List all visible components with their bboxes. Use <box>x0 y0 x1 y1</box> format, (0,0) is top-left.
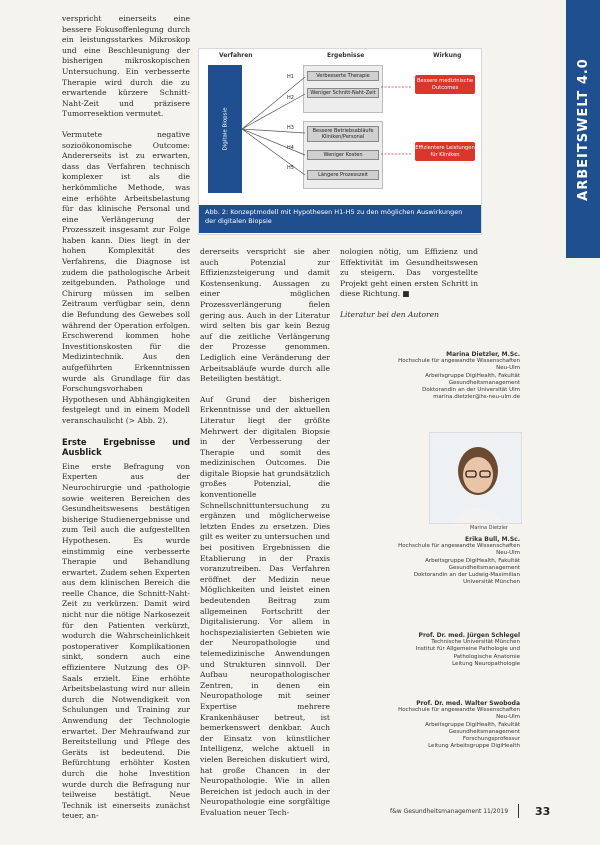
hypothesis-label: H1 <box>287 74 294 80</box>
portrait-image <box>430 433 521 523</box>
arrow-h2 <box>242 94 305 129</box>
author-affiliation: Arbeitsgruppe DigiHealth, Fakultät <box>425 721 520 728</box>
author-affiliation: Universität München <box>463 579 520 586</box>
paragraph: nologien nötig, um Effizienz und Effektivität im Gesundheitswesen zu steigern. Das vorgestellte Projekt geht einen ersten Schritt in diese Richtung. ■ <box>340 247 478 299</box>
concept-model-figure <box>198 48 482 235</box>
arrow-h5 <box>242 129 305 175</box>
author-affiliation: Forschungsprofessur <box>462 736 520 743</box>
paragraph: Vermutete negative sozioökonomische Outcome: Andererseits ist zu erwarten, dass das Verfahren technisch komplexer ist als die herkömmliche Methode, was eine erhöhte Arbeitsbelastung für das klinische Personal und eine Verlängerung der Prozesszeit insgesamt zur Folge haben kann. Dies liegt in der hohen Komplexität des Verfahrens, die Diagnose ist zudem die pathologische Arbeit zeitgebunden. Pathologe und Chirurg müssen im selben Zeitraum verfügbar sein, denn die Befundung des Gewebes soll während der Operation erfolgen. Erschwerend kommen hohe Investitionskosten für die Medizintechnik. Aus den aufgeführten Erkenntnissen wurde als Grundlage für das Forschungsvorhaben Hypothesen und Abhängigkeiten festgelegt und in einem Modell veranschaulicht (> Abb. 2). <box>62 129 190 425</box>
page-number: 33 <box>535 805 551 818</box>
ergebnis-box: Verbesserte Therapie <box>307 71 379 81</box>
header-wirkung: Wirkung <box>433 52 462 59</box>
author-block <box>380 536 520 586</box>
wirkung-box-efficiency: Effizientere Leistungen für Kliniken <box>415 142 475 161</box>
author-affiliation: Doktorandin an der Ludwig-Maximilian <box>413 572 520 579</box>
author-name: Erika Bull, M.Sc. <box>465 536 520 543</box>
paragraph: Auf Grund der bisherigen Erkenntnisse und der aktuellen Literatur liegt der größte Mehrwert der digitalen Biopsie in der Verbesserung der Therapie und somit des medizinischen Outcomes. Die digitale Biopsie hat grundsätzlich großes Potenzial, die konventionelle Schnellschnittuntersuchung zu ergänzen und möglicherweise letzten Endes zu ersetzen. Dies gilt es weiter zu untersuchen und bei positiven Ergebnissen die Etablierung in der Praxis voranzutreiben. Das Verfahren eröffnet der Medizin neue Möglichkeiten und leistet einen bedeutenden Beitrag zum allgemeinen Fortschritt der Digitalisierung. Vor allem in hochspezialisierten Gebieten wie der Neuropathologie und telemedizinische Anwendungen und Strukturen sinnvoll. Der Aufbau neuropathologischer Zentren, in denen ein Neuropathologe mit seiner Expertise mehrere Krankenhäuser betreut, ist bemerkenswert denkbar. Auch der Einsatz von künstlicher Intelligenz, welche aktuell in vielen Bereichen diskutiert wird, hat große Chancen in der Neuropathologie. Wie in allen Bereichen ist jedoch auch in der Neuropathologie eine sorgfältige Evaluation neuer Tech- <box>200 394 330 817</box>
author-photo <box>429 432 522 524</box>
wirkung-box-outcomes: Bessere medizinische Outcomes <box>415 75 475 94</box>
header-verfahren: Verfahren <box>219 52 253 59</box>
author-affiliation: Arbeitsgruppe DigiHealth, Fakultät <box>425 372 520 379</box>
author-affiliation: Gesundheitsmanagement <box>448 564 520 571</box>
literature-note: Literatur bei den Autoren <box>340 309 440 319</box>
author-affiliation: Neu-Ulm <box>496 550 520 557</box>
author-affiliation: Leitung Neuropathologie <box>452 660 520 667</box>
hypothesis-arrows <box>199 49 481 205</box>
paragraph: verspricht einerseits eine bessere Fokusoffenlegung durch ein leistungsstarkes Mikroskop und eine Beschleunigung der bisherigen mikroskopischen Untersuchung. Ein verbesserte Therapie wird durch die zu erwartende kürzere Schnitt-Naht-Zeit und präzisere Tumorresektion vermutet. <box>62 14 190 119</box>
hypothesis-label: H5 <box>287 165 294 171</box>
ergebnis-box: Weniger Kosten <box>307 150 379 160</box>
hypothesis-label: H3 <box>287 125 294 131</box>
ergebnis-box: Weniger Schnitt-Naht-Zeit <box>307 88 379 98</box>
author-block <box>380 700 520 750</box>
section-heading: Erste Ergebnisse und Ausblick <box>62 436 190 458</box>
author-affiliation: Pathologische Anatomie <box>453 653 520 660</box>
arrow-h3 <box>242 129 305 133</box>
verfahren-label: Digitale Biopsie <box>222 107 228 151</box>
author-affiliation: Hochschule für angewandte Wissenschaften <box>398 358 520 365</box>
arrow-h4 <box>242 129 305 155</box>
arrow-h1 <box>242 77 305 129</box>
author-affiliation: Institut für Allgemeine Pathologie und <box>415 646 520 653</box>
hypothesis-label: H2 <box>287 95 294 101</box>
author-affiliation: Doktorandin an der Universität Ulm <box>422 387 520 394</box>
author-email: marina.dietzler@hs-neu-ulm.de <box>433 394 520 401</box>
column-2 <box>200 247 330 828</box>
section-tab <box>566 0 600 258</box>
author-affiliation: Arbeitsgruppe DigiHealth, Fakultät <box>425 557 520 564</box>
hypothesis-label: H4 <box>287 145 294 151</box>
author-block <box>380 632 520 668</box>
author-affiliation: Neu-Ulm <box>496 714 520 721</box>
header-ergebnisse: Ergebnisse <box>327 52 365 59</box>
photo-caption: Marina Dietzler <box>470 525 509 531</box>
author-affiliation: Hochschule für angewandte Wissenschaften <box>398 543 520 550</box>
author-affiliation: Neu-Ulm <box>496 365 520 372</box>
author-affiliation: Hochschule für angewandte Wissenschaften <box>398 707 520 714</box>
journal-footer: f&w Gesundheitsmanagement 11/2019 <box>390 808 509 815</box>
paragraph: dererseits verspricht sie aber auch Potenzial zur Effizienzsteigerung und damit Kostensenkung. Aussagen zu einer möglichen Prozessverlängerung fielen gering aus. Auch in der Literatur wird selten bis gar kein Bezug auf die zeitliche Verlängerung der Prozesse genommen. Lediglich eine Veränderung der Arbeitsabläufe wurde durch alle Beteiligten bestätigt. <box>200 247 330 384</box>
author-name: Marina Dietzler, M.Sc. <box>446 351 520 358</box>
column-1 <box>62 14 190 832</box>
ergebnis-box: Bessere Betriebsabläufe Kliniken/Personal <box>307 126 379 142</box>
author-affiliation: Technische Universität München <box>431 639 520 646</box>
author-block <box>380 351 520 401</box>
footer-divider <box>518 804 519 818</box>
paragraph: Eine erste Befragung von Experten aus der Neurochirurgie und -pathologie sowie weiteren Bereichen des Gesundheitswesens bestätigen bisherige Studienergebnisse und zum Teil auch die aufgestellten Hypothesen. Es wurde einstimmig eine verbesserte Therapie und Behandlung erwartet. Zudem sehen Experten aus dem klinischen Bereich die reelle Chance, die Schnitt-Naht-Zeit zu verkürzen. Damit wird nicht nur die nötige Narkosezeit für den Patienten verkürzt, wodurch die Wahrscheinlichkeit postoperativer Komplikationen sinkt, sondern auch eine effizientere Nutzung des OP-Saals erzielt. Eine erhöhte Arbeitsbelastung wird nur allein durch die Notwendigkeit von Schulungen und Training zur Anwendung der Technologie erwartet. Der Mehraufwand zur Bereitstellung und Pflege des Geräts ist bedeutend. Die Befürchtung erhöhter Kosten durch die hohe Investition wurde durch die Befragung nur teilweise bestätigt. Neue Technik ist einerseits zunächst teuer, an- <box>62 461 190 821</box>
section-tab-label: ARBEITSWELT 4.0 <box>575 57 591 201</box>
ergebnis-box: Längere Prozesszeit <box>307 170 379 180</box>
author-affiliation: Leitung Arbeitsgruppe DigiHealth <box>428 743 520 750</box>
author-name: Prof. Dr. med. Walter Swoboda <box>416 700 520 707</box>
figure-caption: Abb. 2: Konzeptmodell mit Hypothesen H1-H5 zu den möglichen Auswirkungen der digitalen Biopsie <box>199 205 481 233</box>
author-affiliation: Gesundheitsmanagement <box>448 379 520 386</box>
author-name: Prof. Dr. med. Jürgen Schlegel <box>418 632 520 639</box>
column-3 <box>340 247 478 331</box>
author-affiliation: Gesundheitsmanagement <box>448 728 520 735</box>
